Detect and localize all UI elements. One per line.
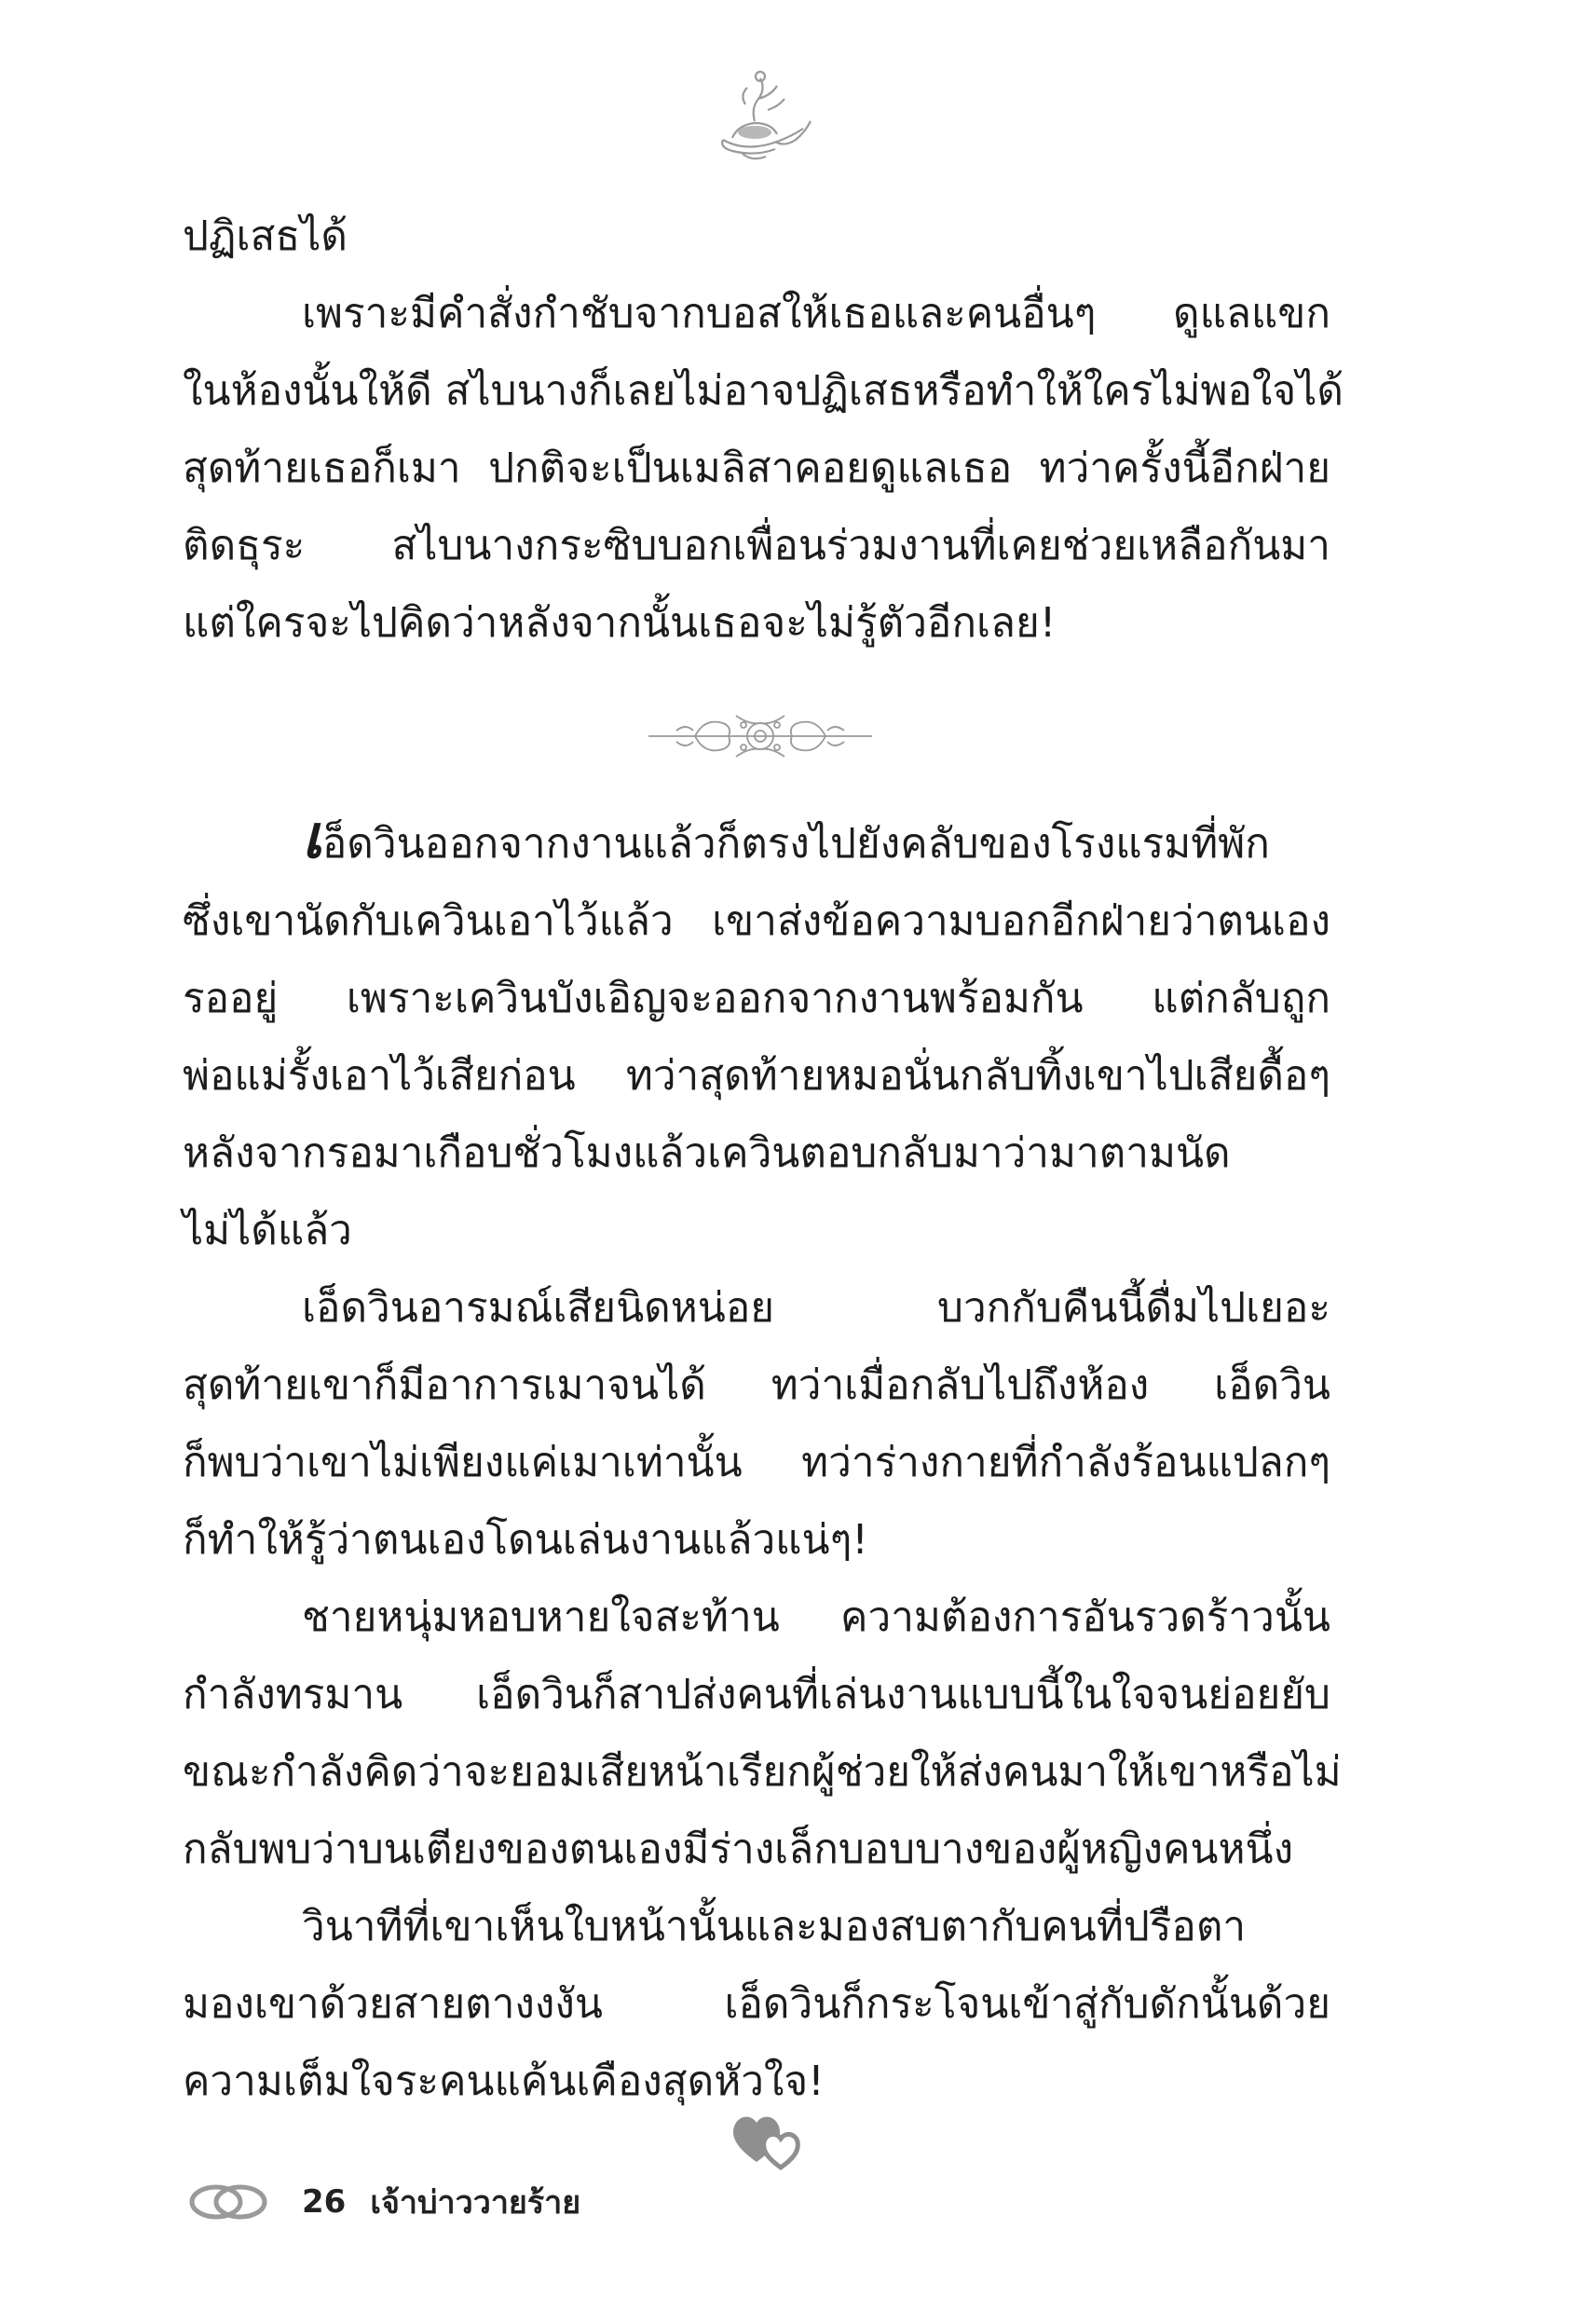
- text-line: ซึ่งเขานัดกับเควินเอาไว้แล้ว เขาส่งข้อความบอกอีกฝ่ายว่าตนเอง: [183, 897, 1330, 945]
- rings-icon: [186, 2181, 270, 2223]
- hearts-icon: [729, 2106, 807, 2173]
- text-line: กำลังทรมาน เอ็ดวินก็สาปส่งคนที่เล่นงานแบบนี้ในใจจนย่อยยับ: [183, 1671, 1330, 1718]
- text-line: ไม่ได้แล้ว: [183, 1207, 352, 1254]
- text-line: ก็พบว่าเขาไม่เพียงแค่เมาเท่านั้น ทว่าร่างกายที่กำลังร้อนแปลกๆ: [183, 1439, 1330, 1486]
- paragraph: [183, 1579, 1342, 1888]
- paragraph: [183, 1888, 1330, 2120]
- paragraph: [183, 275, 1344, 662]
- paragraph: [183, 799, 1330, 1269]
- text-line: ชายหนุ่มหอบหายใจสะท้าน ความต้องการอันรวดร้าวนั้น: [302, 1593, 1330, 1641]
- text-line: [183, 799, 1330, 882]
- text-line: เอ็ดวินอารมณ์เสียนิดหน่อย บวกกับคืนนี้ดื่มไปเยอะ: [302, 1284, 1330, 1332]
- text-line: ติดธุระ สไบนางกระซิบบอกเพื่อนร่วมงานที่เคยช่วยเหลือกันมา: [183, 522, 1330, 569]
- page-number: 26: [302, 2183, 347, 2221]
- text-line: พ่อแม่รั้งเอาไว้เสียก่อน ทว่าสุดท้ายหมอนั่นกลับทิ้งเขาไปเสียดื้อๆ: [183, 1052, 1330, 1100]
- drop-cap: เ: [302, 802, 322, 872]
- text-line: วินาทีที่เขาเห็นใบหน้านั้นและมองสบตากับคนที่ปรือตา: [302, 1903, 1247, 1950]
- text-line: รออยู่ เพราะเควินบังเอิญจะออกจากงานพร้อมกัน แต่กลับถูก: [183, 975, 1330, 1022]
- text-line-rest: อ็ดวินออกจากงานแล้วก็ตรงไปยังคลับของโรงแรมที่พัก: [321, 820, 1270, 868]
- text-line: สุดท้ายเขาก็มีอาการเมาจนได้ ทว่าเมื่อกลับไปถึงห้อง เอ็ดวิน: [183, 1361, 1330, 1409]
- text-line: ปฏิเสธได้: [183, 212, 348, 260]
- book-title: เจ้าบ่าววายร้าย: [370, 2184, 581, 2222]
- paragraph: [183, 198, 1330, 275]
- text-line: กลับพบว่าบนเตียงของตนเองมีร่างเล็กบอบบางของผู้หญิงคนหนึ่ง: [183, 1826, 1294, 1873]
- genie-lamp-icon: [695, 67, 816, 170]
- page-footer: [186, 2169, 580, 2235]
- text-line: มองเขาด้วยสายตางงงัน เอ็ดวินก็กระโจนเข้าสู่กับดักนั้นด้วย: [183, 1980, 1330, 2028]
- paragraph: [183, 1269, 1330, 1579]
- text-line: ขณะกำลังคิดว่าจะยอมเสียหน้าเรียกผู้ช่วยให้ส่งคนมาให้เขาหรือไม่: [183, 1748, 1342, 1796]
- text-section-2: [183, 799, 1342, 2120]
- text-line: หลังจากรอมาเกือบชั่วโมงแล้วเควินตอบกลับมาว่ามาตามนัด: [183, 1129, 1231, 1177]
- text-line: ความเต็มใจระคนแค้นเคืองสุดหัวใจ!: [183, 2058, 825, 2105]
- floral-divider-icon: [639, 690, 881, 783]
- text-line: เพราะมีคำสั่งกำชับจากบอสให้เธอและคนอื่นๆ ดูแลแขก: [302, 290, 1330, 337]
- text-line: แต่ใครจะไปคิดว่าหลังจากนั้นเธอจะไม่รู้ตัวอีกเลย!: [183, 599, 1057, 647]
- text-line: สุดท้ายเธอก็เมา ปกติจะเป็นเมลิสาคอยดูแลเธอ ทว่าครั้งนี้อีกฝ่าย: [183, 444, 1330, 492]
- text-section-1: [183, 198, 1344, 662]
- text-line: ในห้องนั้นให้ดี สไบนางก็เลยไม่อาจปฏิเสธหรือทำให้ใครไม่พอใจได้: [183, 367, 1344, 415]
- text-line: ก็ทำให้รู้ว่าตนเองโดนเล่นงานแล้วแน่ๆ!: [183, 1516, 868, 1564]
